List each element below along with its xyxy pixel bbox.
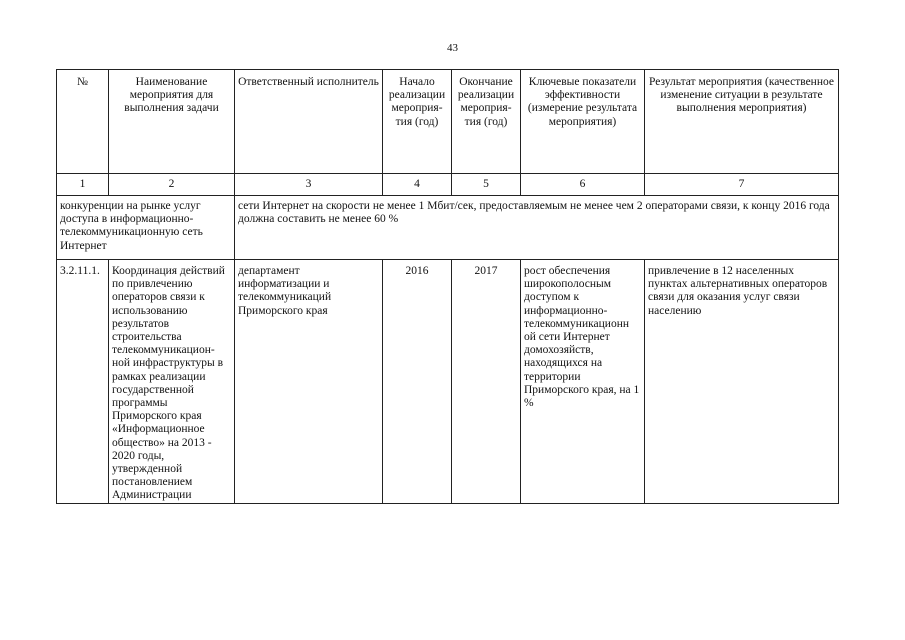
page-number: 43: [447, 42, 458, 54]
task-row: [57, 196, 839, 260]
column-number: 1: [57, 174, 109, 196]
header-number: №: [57, 70, 109, 174]
header-executor: Ответственный исполнитель: [235, 70, 383, 174]
task-indicator-text: сети Интернет на скорости не менее 1 Мбит/сек, предоставляемым не менее чем 2 операторами связи, к концу 2016 года должна составить не менее 60 %: [235, 196, 839, 260]
item-key-indicators: рост обеспечения широкополосным доступом к информационно-телекоммуникационн ой сети Интернет домохозяйств, находящихся на территории Приморского края, на 1 %: [521, 260, 645, 504]
item-name: Координация действий по привлечению операторов связи к использованию результатов строительства телекоммуникацион-ной инфраструктуры в рамках реализации государственной программы Приморского края «Информационное общество» на 2013 - 2020 годы, утвержденной постановлением Администрации: [109, 260, 235, 504]
table-row: [57, 260, 839, 504]
column-numbers-row: [57, 174, 839, 196]
column-number: 4: [383, 174, 452, 196]
item-code: 3.2.11.1.: [57, 260, 109, 504]
measures-table: [56, 69, 839, 504]
header-result: Результат мероприятия (качественное изменение ситуации в результате выполнения мероприятия): [645, 70, 839, 174]
column-number: 3: [235, 174, 383, 196]
header-row: [57, 70, 839, 174]
item-result: привлечение в 12 населенных пунктах альтернативных операторов связи для оказания услуг связи населению: [645, 260, 839, 504]
header-measure-name: Наименование мероприятия для выполнения задачи: [109, 70, 235, 174]
column-number: 7: [645, 174, 839, 196]
header-start-year: Начало реализации мероприя-тия (год): [383, 70, 452, 174]
header-end-year: Окончание реализации мероприя-тия (год): [452, 70, 521, 174]
column-number: 2: [109, 174, 235, 196]
item-start-year: 2016: [383, 260, 452, 504]
item-end-year: 2017: [452, 260, 521, 504]
column-number: 5: [452, 174, 521, 196]
task-text: конкуренции на рынке услуг доступа в информационно-телекоммуникационную сеть Интернет: [57, 196, 235, 260]
header-key-indicators: Ключевые показатели эффективности (измерение результата мероприятия): [521, 70, 645, 174]
item-executor: департамент информатизации и телекоммуникаций Приморского края: [235, 260, 383, 504]
column-number: 6: [521, 174, 645, 196]
